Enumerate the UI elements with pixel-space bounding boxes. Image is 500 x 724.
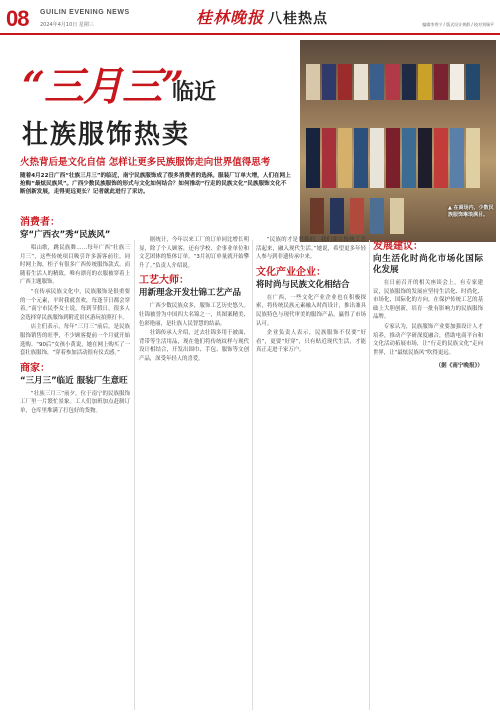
article-column-4 [373, 236, 483, 369]
headline-tail: 临近 [172, 80, 217, 105]
headline-subtitle: 壮族服饰热卖 [22, 120, 191, 150]
paper-name-en: GUILIN EVENING NEWS [40, 9, 130, 16]
page-number: 08 [6, 6, 29, 31]
section-subheading: 将时尚与民族文化相结合 [256, 279, 350, 290]
clothes-rack-top [306, 64, 490, 100]
paragraph: 在广西，一些文化产业企业也在积极探索，将传统民族元素融入时尚设计，推出兼具民族特色与现代审美的服饰产品，赢得了市场认可。 [256, 294, 366, 327]
section-heading: 商家： [20, 362, 50, 374]
paragraph: 壮锦传承人介绍，过去壮锦多用于被面、背带等生活用品，现在他们将传统纹样与现代设计相结合，开发出围巾、手包、服饰等文创产品，深受年轻人的喜爱。 [139, 330, 249, 362]
paragraph: 唱山歌，跳民族舞……每年广西“壮族三月三”，这些传统项目吸引许多游客前往。同时网上淘，柜子有很多广西传统服饰款式。而随着生活人的精致，唯有漂亮的衣服被穿着上广西主题服饰。 [20, 245, 130, 286]
section-heading: 文化产业企业： [256, 266, 326, 278]
newspaper-logo: 桂林晚报 [196, 8, 265, 27]
paragraph: “在传承民族文化中，民族服饰是很重要的一个元素，平时我就喜欢，每逢节日都会穿着。”南宁市民李女士说，每到节假日，很多人会选择穿民族服饰到附近景区游玩拍照打卡。 [20, 288, 130, 321]
paragraph: 据统计，今年以来工厂的订单同比增长明显，除了个人顾客，还有学校、企事业单位和文艺团体的集体订单。“3月初订单量就开始攀升了。”负责人介绍说。 [139, 237, 249, 269]
masthead [0, 0, 500, 44]
column-divider [369, 240, 370, 710]
paragraph: 专家认为，民族服饰产业要加强设计人才培养，推动产学研深度融合，借助电商平台和文化活动拓展市场，让“行走的民族文化”走向世界，让“最炫民族风”吹得更远。 [373, 323, 483, 356]
column-divider [134, 240, 135, 710]
masthead-divider [0, 33, 500, 35]
issue-date: 2024年4月10日 星期三 [40, 22, 94, 28]
article-column-2 [139, 236, 249, 365]
photo-caption: ▲ 在商场内，少数民族服饰琳琅满目。 [448, 205, 494, 218]
section-heading: 消费者： [20, 217, 60, 228]
article-column-3 [256, 236, 366, 356]
section-subheading: 向生活化时尚化市场化国际化发展 [373, 254, 483, 275]
paragraph: “壮族三月三”前夕，位于南宁的民族服饰工厂里一片繁忙景象。工人们加班加点赶制订单，仓库里堆满了打包好的货物。 [20, 390, 130, 414]
article-byline: （据《南宁晚报》） [435, 363, 483, 370]
section-heading: 发展建议： [373, 241, 423, 252]
article-lead: 随着4月22日广西“壮族三月三”的临近，南宁民族服饰成了很多消费者的选择。服装厂订单大增，人们在网上抢购“最炫民族风”。广西少数民族服饰的形式与文化如何结合？如何推动“行走的民族文化”民族服饰文化不断创新发展，走得更远更长？记者就此进行了采访。 [20, 173, 291, 196]
headline-main [22, 55, 183, 112]
paragraph: “民族的才是世界的，我们要让传统工艺活起来，融入现代生活。”她说，希望更多年轻人参与到非遗传承中来。 [256, 237, 366, 261]
paragraph: 广西少数民族众多，服饰工艺历史悠久。壮锦被誉为中国四大名锦之一，其图案精美、色彩艳丽，是壮族人民智慧的结晶。 [139, 303, 249, 327]
clothes-rack-middle [306, 128, 490, 164]
paragraph: 企业负责人表示，民族服饰不仅要“好看”，更要“好穿”，只有贴近现代生活，才能真正走进千家万户。 [256, 330, 366, 354]
paragraph: 店主们表示，每年“三月三”前后，是民族服饰销售的旺季，不少顾客提前一个月就开始选购。“90后”女孩小黄说，她在网上购买了一套壮族服饰，“穿着参加活动很有仪式感。” [20, 324, 130, 357]
headline-quoted: “三月三” [22, 63, 184, 110]
section-subheading: 用新理念开发壮锦工艺产品 [139, 288, 242, 299]
article-column-1 [20, 212, 130, 417]
section-subheading: “三月三”临近 服装厂生意旺 [20, 375, 128, 386]
section-title: 八桂热点 [268, 11, 328, 27]
section-subheading: 穿“广西衣”秀“民族风” [20, 230, 111, 240]
headline-deck: 火热背后是文化自信 怎样让更多民族服饰走向世界值得思考 [20, 157, 271, 168]
editor-credits: 编辑李秀宁 / 版式设计黄群 / 校对刘瑞平 [422, 22, 494, 27]
section-heading: 工艺大师： [139, 275, 189, 287]
column-divider [252, 240, 253, 710]
paragraph: 在日前召开的相关座谈会上，有专家建议，民族服饰的发展应坚持生活化、时尚化、市场化、国际化的方向，在保护传统工艺的基础上大胆创新，培育一批有影响力的民族服饰品牌。 [373, 280, 483, 321]
